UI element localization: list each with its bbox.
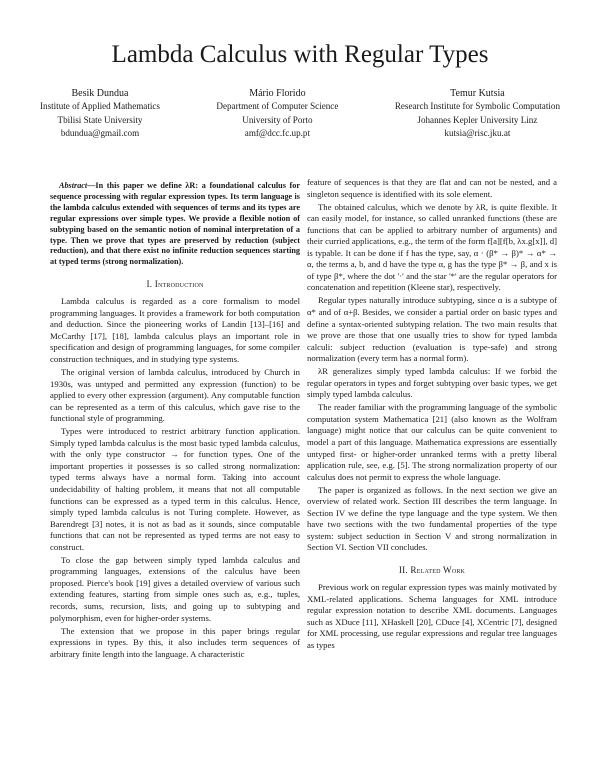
paragraph: To close the gap between simply typed lambda calculus and programming languages, extensions of the calculus have been proposed. Pierce's book [19] gives a detailed overview of various such extending features, starting from simple ones such as, e.g., tuples, records, sums, recursion, lists, and going up to subtyping and polymorphism, even for higher-order systems. — [50, 554, 300, 623]
paragraph: The paper is organized as follows. In the next section we give an overview of related work. Section III describes the term language. In Section IV we define the type language and the type system. We then have two sections with the two fundamental properties of the type system: subject seduction in Section V and strong normalization in Section VI. Section VII concludes. — [307, 484, 557, 553]
author-name: Besik Dundua — [71, 88, 129, 99]
author-name: Temur Kutsia — [450, 88, 505, 99]
section-number: II. — [398, 565, 408, 575]
author-affiliation: Department of Computer Science — [216, 101, 339, 112]
author-institution: Tbilisi State University — [57, 114, 143, 125]
paragraph: λR generalizes simply typed lambda calculus: If we forbid the regular operators in types and forget subtyping over basic types, we get simply typed lambda calculus. — [307, 366, 557, 400]
paper-title: Lambda Calculus with Regular Types — [111, 41, 489, 68]
author-affiliation: Institute of Applied Mathematics — [40, 101, 160, 112]
paragraph: Previous work on regular expression types was mainly motivated by XML-related applications. Schema languages for XML introduce regular expression notation to describe XML documents. Languages such as XDuce [11], XHaskell [20], CDuce [4], XCentric [7], designed for XML processing, use regular expressions and regular tree languages as types — [307, 582, 557, 650]
abstract-label: Abstract — [59, 181, 88, 190]
abstract-body: —In this paper we define λR: a foundational calculus for sequence processing with regular expression types. Its term language is the lambda calculus extended with sequences of terms and its types are regular expressions over simple types. We provide a flexible notion of subtyping based on the semantic notion of nominal interpretation of a type. Then we prove that types are preserved by reduction (subject reduction), and that there exist no infinite reduction sequences starting at typed terms (strong normalization). — [50, 181, 300, 267]
paragraph: feature of sequences is that they are flat and can not be nested, and a singleton sequence is identified with its sole element. — [307, 177, 557, 199]
author-email: amf@dcc.fc.up.pt — [244, 127, 310, 138]
paragraph: The original version of lambda calculus, introduced by Church in 1930s, was untyped and permitted any expression (function) to be applied to every other expression (argument). Any computable function can be represented as a term of this calculus, which gave rise to the functional style of programming. — [50, 367, 300, 424]
author-affiliation: Research Institute for Symbolic Computation — [394, 101, 560, 112]
paragraph: The obtained calculus, which we denote by λR, is quite flexible. It can easily model, for instance, so called unranked functions (these are functions that can be applied to arbitrary number of arguments) and their curried applications, e.g., the term of the form f[a][f[b, λx.g[x]], d] is typable. It can be done if f has the type, say, α · (β* → β)* → α* → α, the terms a, b, and d have the type α, g has the type β* → β, and x is of type β*, where the dot '·' and the star '*' are the regular operators for concatenation and repetition (Kleene star), respectively. — [307, 201, 557, 293]
left-column — [50, 181, 300, 662]
section-heading-related-work — [307, 564, 557, 576]
author-2 — [216, 87, 338, 140]
author-block — [40, 87, 560, 140]
author-institution: University of Porto — [242, 114, 313, 125]
paragraph: Lambda calculus is regarded as a core formalism to model programming languages. It provides a framework for both computation and deduction. Since the pioneering works of Landin [13]–[16] and McCarthy [17], [18], lambda calculus plays an important role in specification and design of programming languages, for some compiler construction techniques, and in studying type systems. — [50, 296, 300, 364]
author-email: kutsia@risc.jku.at — [444, 127, 511, 138]
section-heading-introduction — [50, 278, 300, 290]
abstract — [50, 181, 300, 268]
section-title: Introduction — [154, 279, 204, 290]
author-1 — [40, 87, 160, 140]
right-column — [307, 177, 557, 653]
paragraph: The extension that we propose in this paper brings regular expressions in types. By this, it also includes term sequences of arbitrary finite length into the language. A characteristic — [50, 625, 300, 659]
author-name: Mário Florido — [249, 88, 306, 99]
paragraph: Regular types naturally introduce subtyping, since α is a subtype of α* and of α+β. Besides, we consider a partial order on basic types and define a syntax-oriented subtyping relation. The two main results that we prove are those that one usually tries to show for typed lambda calculi: subject reduction (evaluation is type-safe) and strong normalization (every term has a normal form). — [307, 295, 557, 364]
section-number: I. — [146, 279, 153, 290]
paragraph: The reader familiar with the programming language of the symbolic computation system Mathematica [21] (also known as the Wolfram language) might notice that our calculus can be quite convenient to model a part of this language. Mathematica expressions are essentially untyped first- or higher-order unranked terms with a pretty liberal application rule, see, e.g. [5]. The strong normalization property of our calculus does not permit to express the whole language. — [307, 402, 557, 482]
paragraph: Types were introduced to restrict arbitrary function application. Simply typed lambda calculus is the most basic typed lambda calculus, with the only type constructor → for function types. One of the important properties it possesses is so called strong normalization: typed terms always have a normal form. Taking into account undecidability of halting problem, it means that not all computable functions can be expressed as a typed term in this calculus. Hence, simply typed lambda calculus is not Turing complete. However, as Barendregt [3] notes, it is not as bad as it sounds, since computable functions that can not be represented as typed terms are not easy to construct. — [50, 426, 300, 552]
section-title: Related Work — [410, 565, 466, 575]
author-email: bdundua@gmail.com — [60, 127, 140, 138]
author-institution: Johannes Kepler University Linz — [417, 114, 538, 125]
author-3 — [395, 87, 560, 140]
